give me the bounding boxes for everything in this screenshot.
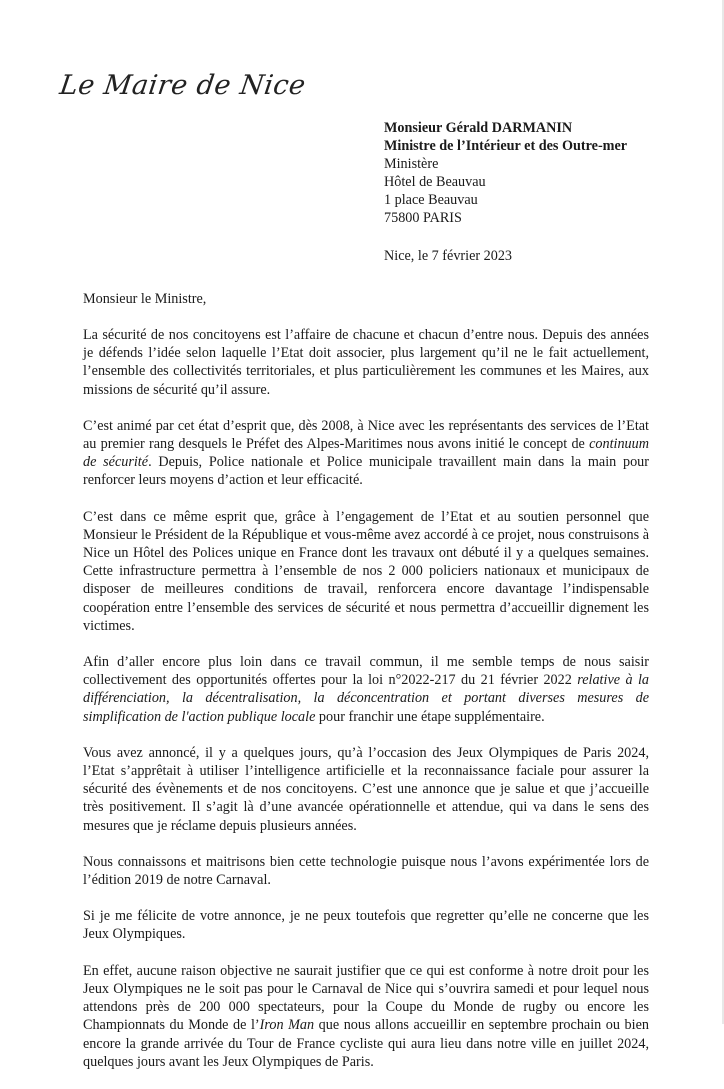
letter-body bbox=[83, 326, 649, 1089]
recipient-address-line: Hôtel de Beauvau bbox=[384, 174, 486, 190]
salutation: Monsieur le Ministre, bbox=[83, 291, 207, 307]
paragraph bbox=[83, 508, 649, 635]
italic-term: continuum de sécurité bbox=[83, 436, 649, 471]
paragraph-text: C’est dans ce même esprit que, grâce à l’engagement de l’Etat et au soutien personnel que Monsieur le Président de la République et vous-même avez accordé à ce projet, nous construisons à Nice un Hôtel des Polices unique en France dont les travaux ont débuté il y a quelques semaines. Cette infrastructure permettra à l’ensemble de nos 2 000 policiers nationaux et municipaux de disposer de meilleures conditions de travail, renforcera encore davantage l’indispensable coopération entre l’ensemble des services de sécurité et nous permettra d’accueillir dignement les victimes. bbox=[83, 508, 649, 634]
paragraph-text: Nous connaissons et maitrisons bien cette technologie puisque nous l’avons expérimentée lors de l’édition 2019 de notre Carnaval. bbox=[83, 853, 649, 889]
recipient-address-line: 75800 PARIS bbox=[384, 210, 462, 226]
paragraph-text: Vous avez annoncé, il y a quelques jours, qu’à l’occasion des Jeux Olympiques de Paris 2024, l’Etat s’apprêtait à utiliser l’intelligence artificielle et la reconnaissance faciale pour assurer la sécurité des évènements et de nos concitoyens. C’est une annonce que je salue et que j’accueille très positivement. Il s’agit là d’une avancée opérationnelle et attendue, qui va dans le sens des mesures que je réclame depuis plusieurs années. bbox=[83, 744, 649, 834]
letter-date: Nice, le 7 février 2023 bbox=[384, 248, 513, 264]
paragraph-text: Afin d’aller encore plus loin dans ce travail commun, il me semble temps de nous saisir collectivement des opportunités offertes pour la loi n°2022-217 du 21 février 2022 bbox=[83, 654, 649, 689]
recipient-name: Monsieur Gérald DARMANIN bbox=[384, 120, 573, 136]
recipient-block bbox=[384, 119, 627, 227]
recipient-position: Ministre de l’Intérieur et des Outre-mer bbox=[384, 138, 628, 154]
paragraph bbox=[83, 326, 649, 399]
paragraph-text: La sécurité de nos concitoyens est l’affaire de chacune et chacun d’entre nous. Depuis des années je défends l’idée selon laquelle l’Etat doit associer, plus largement qu’il ne le fait actuellement, l’ensemble des collectivités territoriales, et plus particulièrement les communes et les Maires, aux missions de sécurité qu’il assure. bbox=[83, 327, 649, 398]
recipient-address-line: Ministère bbox=[384, 156, 439, 172]
paragraph bbox=[83, 417, 649, 490]
letterhead-title: Le Maire de Nice bbox=[57, 70, 308, 101]
paragraph-text: . Depuis, Police nationale et Police municipale travaillent main dans la main pour renforcer leurs moyens d’action et leur efficacité. bbox=[83, 454, 649, 489]
paragraph bbox=[83, 744, 649, 835]
paragraph-text: Si je me félicite de votre annonce, je ne peux toutefois que regretter qu’elle ne concerne que les Jeux Olympiques. bbox=[83, 908, 649, 943]
law-title: relative à la différenciation, la décentralisation, la déconcentration et portant diverses mesures de simplification de l'action publique locale bbox=[83, 672, 649, 725]
paragraph bbox=[83, 853, 649, 889]
paragraph-text: pour franchir une étape supplémentaire. bbox=[315, 708, 545, 725]
paragraph-text: C’est animé par cet état d’esprit que, dès 2008, à Nice avec les représentants des services de l’Etat au premier rang desquels le Préfet des Alpes-Maritimes nous avons initié le concept de bbox=[83, 417, 649, 453]
paragraph-text: que nous allons accueillir en septembre prochain ou bien encore la grande arrivée du Tour de France cycliste qui aura lieu dans notre ville en juillet 2024, quelques jours avant les Jeux Olympiques de Paris. bbox=[83, 1017, 649, 1070]
paragraph bbox=[83, 962, 649, 1071]
paragraph bbox=[83, 653, 649, 726]
recipient-address-line: 1 place Beauvau bbox=[384, 192, 478, 208]
paragraph-text: En effet, aucune raison objective ne saurait justifier que ce qui est conforme à notre droit pour les Jeux Olympiques ne le soit pas pour le Carnaval de Nice qui s’ouvrira samedi et pour lequel nous attendons près de 200 000 spectateurs, pour la Coupe du Monde de rugby ou encore les Championnats du Monde de l’ bbox=[83, 962, 649, 1034]
paragraph bbox=[83, 907, 649, 943]
italic-term: Iron Man bbox=[259, 1017, 315, 1034]
